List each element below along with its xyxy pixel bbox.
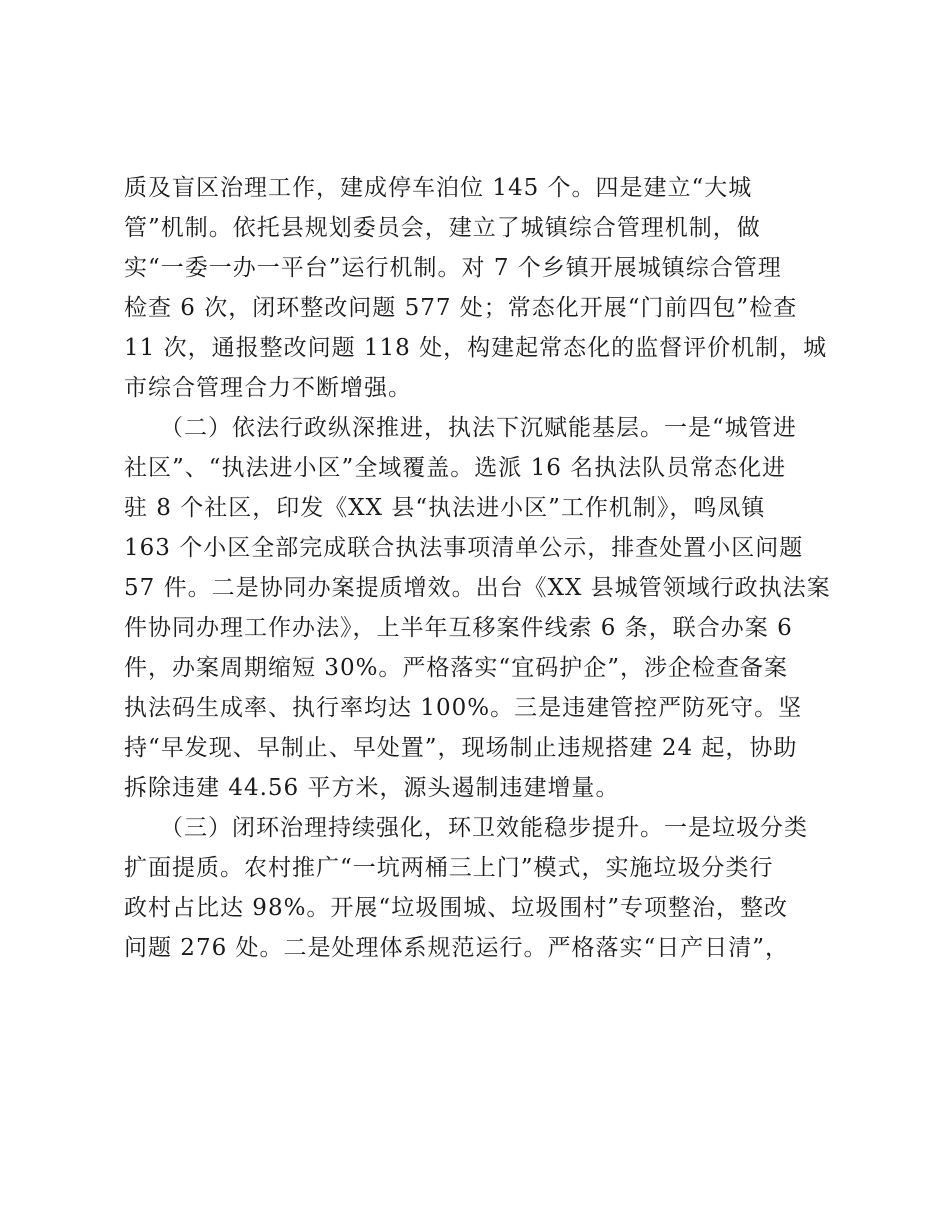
text-line: 57 件。二是协同办案提质增效。出台《XX 县城管领域行政执法案 (124, 575, 831, 601)
text-line: 质及盲区治理工作，建成停车泊位 145 个。四是建立“大城 (124, 175, 753, 201)
paragraph-3 (124, 808, 834, 968)
text-line: 实“一委一办一平台”运行机制。对 7 个乡镇开展城镇综合管理 (124, 255, 782, 281)
text-line: 11 次，通报整改问题 118 处，构建起常态化的监督评价机制，城 (124, 335, 828, 361)
text-line: 扩面提质。农村推广“一坑两桶三上门”模式，实施垃圾分类行 (124, 855, 774, 881)
document-body (124, 168, 834, 968)
text-line: 持“早发现、早制止、早处置”，现场制止违规搭建 24 起，协助 (124, 735, 798, 761)
text-line: 驻 8 个社区，印发《XX 县“执法进小区”工作机制》，鸣凤镇 (124, 495, 766, 521)
text-line: 问题 276 处。二是处理体系规范运行。严格落实“日产日清”， (124, 935, 790, 961)
section-heading-line: （三）闭环治理持续强化，环卫效能稳步提升。一是垃圾分类 (160, 815, 808, 841)
text-line: 市综合管理合力不断增强。 (124, 375, 412, 401)
text-line: 件协同办理工作办法》，上半年互移案件线索 6 条，联合办案 6 (124, 615, 793, 641)
text-line: 执法码生成率、执行率均达 100%。三是违建管控严防死守。坚 (124, 695, 803, 721)
text-line: 件，办案周期缩短 30%。严格落实“宜码护企”，涉企检查备案 (124, 655, 788, 681)
text-line: 拆除违建 44.56 平方米，源头遏制违建增量。 (124, 775, 620, 801)
text-line: 政村占比达 98%。开展“垃圾围城、垃圾围村”专项整治，整改 (124, 895, 788, 921)
text-line: 管”机制。依托县规划委员会，建立了城镇综合管理机制，做 (124, 215, 761, 241)
section-heading-line: （二）依法行政纵深推进，执法下沉赋能基层。一是“城管进 (160, 415, 797, 441)
paragraph-1 (124, 168, 834, 408)
paragraph-2 (124, 408, 834, 808)
text-line: 社区”、“执法进小区”全域覆盖。选派 16 名执法队员常态化进 (124, 455, 787, 481)
text-line: 检查 6 次，闭环整改问题 577 处；常态化开展“门前四包”检查 (124, 295, 798, 321)
text-line: 163 个小区全部完成联合执法事项清单公示，排查处置小区问题 (124, 535, 804, 561)
